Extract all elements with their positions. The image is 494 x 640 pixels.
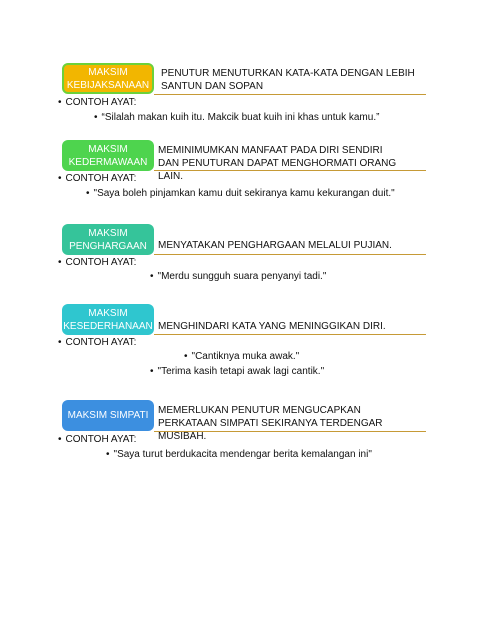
- badge-line-1: MAKSIM: [88, 66, 128, 78]
- example-sentence: • "Cantiknya muka awak.": [184, 351, 299, 363]
- badge-penghargaan: [62, 224, 154, 255]
- description: PENUTUR MENUTURKAN KATA-KATA DENGAN LEBIH SANTUN DAN SOPAN: [161, 68, 415, 92]
- contoh-ayat-label: • CONTOH AYAT:: [58, 173, 136, 185]
- example-sentence: • "Saya turut berdukacita mendengar berita kemalangan ini": [106, 449, 372, 461]
- example-sentence: • "Saya boleh pinjamkan kamu duit sekiranya kamu kekurangan duit.": [86, 188, 395, 200]
- badge-line-1: MAKSIM: [88, 227, 128, 239]
- description: MEMINIMUMKAN MANFAAT PADA DIRI SENDIRI DAN PENUTURAN DAPAT MENGHORMATI ORANG LAIN.: [158, 145, 397, 182]
- contoh-ayat-label: • CONTOH AYAT:: [58, 257, 136, 269]
- example-sentence: • “Silalah makan kuih itu. Makcik buat kuih ini khas untuk kamu.”: [94, 112, 379, 124]
- badge-line-2: PENGHARGAAN: [69, 240, 147, 252]
- badge-line-1: MAKSIM: [88, 307, 128, 319]
- badge-kebijaksanaan: [62, 63, 154, 94]
- contoh-ayat-label: • CONTOH AYAT:: [58, 434, 136, 446]
- badge-line-1: MAKSIM: [88, 143, 128, 155]
- divider: [154, 94, 426, 95]
- contoh-ayat-label: • CONTOH AYAT:: [58, 337, 136, 349]
- badge-line-2: KEDERMAWAAN: [68, 156, 148, 168]
- badge-line-1: MAKSIM SIMPATI: [67, 410, 149, 421]
- badge-kedermawaan: [62, 140, 154, 171]
- divider: [154, 334, 426, 335]
- badge-line-2: KEBIJAKSANAAN: [66, 79, 150, 91]
- example-sentence: • "Terima kasih tetapi awak lagi cantik.": [150, 366, 324, 378]
- description: MEMERLUKAN PENUTUR MENGUCAPKAN PERKATAAN SIMPATI SEKIRANYA TERDENGAR MUSIBAH.: [158, 405, 383, 442]
- divider: [154, 431, 426, 432]
- example-sentence: • "Merdu sungguh suara penyanyi tadi.": [150, 271, 326, 283]
- description: MENGHINDARI KATA YANG MENINGGIKAN DIRI.: [158, 321, 386, 332]
- divider: [154, 254, 426, 255]
- badge-line-2: KESEDERHANAAN: [63, 320, 153, 332]
- divider: [154, 170, 426, 171]
- badge-simpati: [62, 400, 154, 431]
- contoh-ayat-label: • CONTOH AYAT:: [58, 97, 136, 109]
- badge-kesederhanaan: [62, 304, 154, 335]
- description: MENYATAKAN PENGHARGAAN MELALUI PUJIAN.: [158, 240, 392, 251]
